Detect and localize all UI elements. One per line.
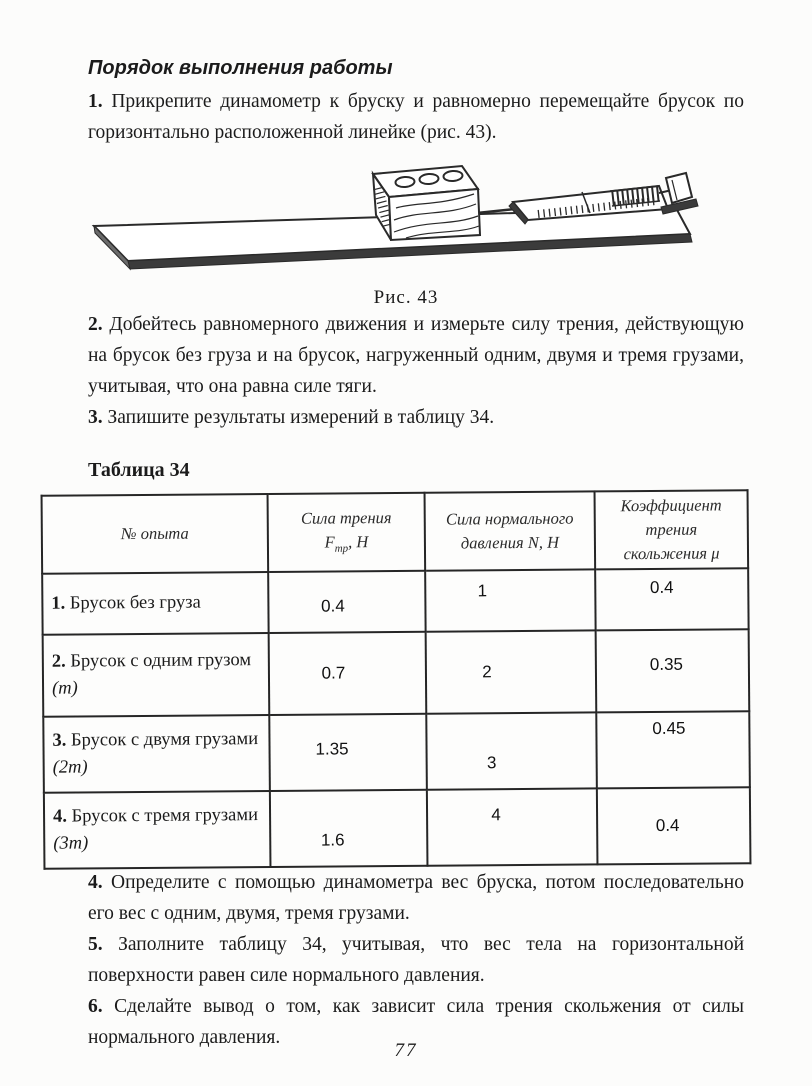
friction-force-value: [269, 714, 427, 791]
table-row: [43, 629, 750, 717]
coefficient-value: [595, 568, 748, 630]
header-text: Сила трения: [300, 508, 392, 529]
row-label: [44, 791, 271, 869]
header-normal-force: [425, 491, 596, 570]
block-hole-2: [419, 173, 439, 184]
step-number: 4.: [88, 871, 103, 893]
row-label: [43, 633, 270, 717]
value: 0.35: [649, 654, 684, 674]
table-header-row: [42, 490, 749, 573]
step-5: [88, 929, 744, 991]
symbol-N: N: [527, 532, 539, 552]
unit: , Н: [348, 532, 369, 552]
row-number: 2.: [51, 651, 66, 672]
value: 0.4: [321, 596, 345, 616]
header-text: № опыта: [120, 523, 189, 544]
step-1: [88, 86, 744, 148]
row-number: 1.: [51, 593, 66, 614]
step-number: 3.: [88, 407, 103, 428]
header-friction-force: [268, 493, 426, 572]
step-number: 1.: [88, 91, 103, 112]
step-text: Прикрепите динамометр к бруску и равномерно перемещайте брусок по горизонтально расположенной линейке (рис. 43).: [88, 91, 744, 143]
header-friction-coefficient: [595, 490, 749, 569]
step-3: [88, 402, 744, 433]
block-hole-1: [395, 176, 415, 187]
header-formula: [277, 530, 416, 558]
value: 0.4: [655, 815, 680, 835]
step-text: Запишите результаты измерений в таблицу 34.: [107, 407, 495, 428]
figure-43: [76, 158, 736, 309]
step-text: Сделайте вывод о том, как зависит сила трения скольжения от силы нормального давления.: [88, 995, 744, 1048]
value: 1: [477, 581, 488, 601]
page-number: 77: [394, 1040, 418, 1061]
step-number: 5.: [88, 933, 103, 955]
table-row: [44, 787, 751, 869]
normal-force-value: [425, 569, 595, 631]
results-table: [41, 489, 752, 869]
step-2: [88, 309, 744, 402]
value: 3: [486, 752, 497, 773]
row-variable: (3m): [53, 833, 89, 854]
subscript-tr: тр: [334, 542, 349, 555]
figure-caption: Рис. 43: [373, 287, 439, 308]
section-heading: Порядок выполнения работы: [88, 57, 393, 79]
normal-force-value: [427, 788, 598, 865]
value: 2: [482, 662, 492, 682]
symbol-mu: μ: [711, 543, 720, 563]
unit: , Н: [538, 532, 560, 552]
row-text: Брусок с двумя грузами: [70, 729, 259, 751]
table-row: [42, 568, 748, 635]
table-title: Таблица 34: [88, 459, 190, 481]
friction-force-value: [268, 571, 425, 633]
friction-force-value: [269, 632, 427, 715]
step-text: Заполните таблицу 34, учитывая, что вес тела на горизонтальной поверхности равен силе нормального давления.: [88, 933, 745, 986]
coefficient-value: [596, 629, 750, 712]
row-text: Брусок с одним грузом: [70, 650, 252, 672]
coefficient-value: [597, 787, 751, 864]
value: 0.7: [321, 663, 346, 683]
header-experiment-number: [42, 494, 269, 574]
block-hole-3: [443, 170, 463, 181]
row-number: 4.: [52, 806, 68, 827]
row-label: [42, 572, 268, 635]
step-text: Добейтесь равномерного движения и измерьте силу трения, действующую на брусок без груза и на брусок, нагруженный одним, двумя и тремя грузами, учитывая, что она равна силе тяги.: [88, 314, 744, 397]
coefficient-value: [596, 711, 750, 788]
value: 4: [491, 804, 501, 825]
step-number: 2.: [88, 314, 103, 335]
normal-force-value: [426, 630, 597, 713]
row-text: Брусок с тремя грузами: [71, 805, 259, 827]
step-4: [88, 867, 744, 929]
row-variable: (2m): [52, 757, 88, 778]
step-number: 6.: [88, 995, 103, 1017]
row-text: Брусок без груза: [69, 592, 201, 614]
row-variable: (m): [51, 678, 78, 699]
step-text: Определите с помощью динамометра вес бруска, потом последовательно его вес с одним, двумя, тремя грузами.: [88, 871, 744, 924]
row-label: [43, 715, 270, 793]
friction-force-value: [270, 790, 428, 867]
normal-force-value: [426, 712, 597, 789]
value: 1.35: [315, 739, 349, 759]
value: 0.4: [649, 578, 674, 598]
symbol-F: F: [324, 532, 335, 552]
value: 1.6: [320, 830, 345, 850]
table-row: [43, 711, 750, 793]
row-number: 3.: [52, 730, 67, 751]
experiment-apparatus-drawing: [76, 158, 736, 278]
header-text: Сила нормального давления: [445, 508, 574, 553]
value: 0.45: [652, 718, 686, 738]
header-text: Коэффициент трения скольжения: [620, 495, 722, 564]
bracket-plate: [666, 173, 692, 203]
